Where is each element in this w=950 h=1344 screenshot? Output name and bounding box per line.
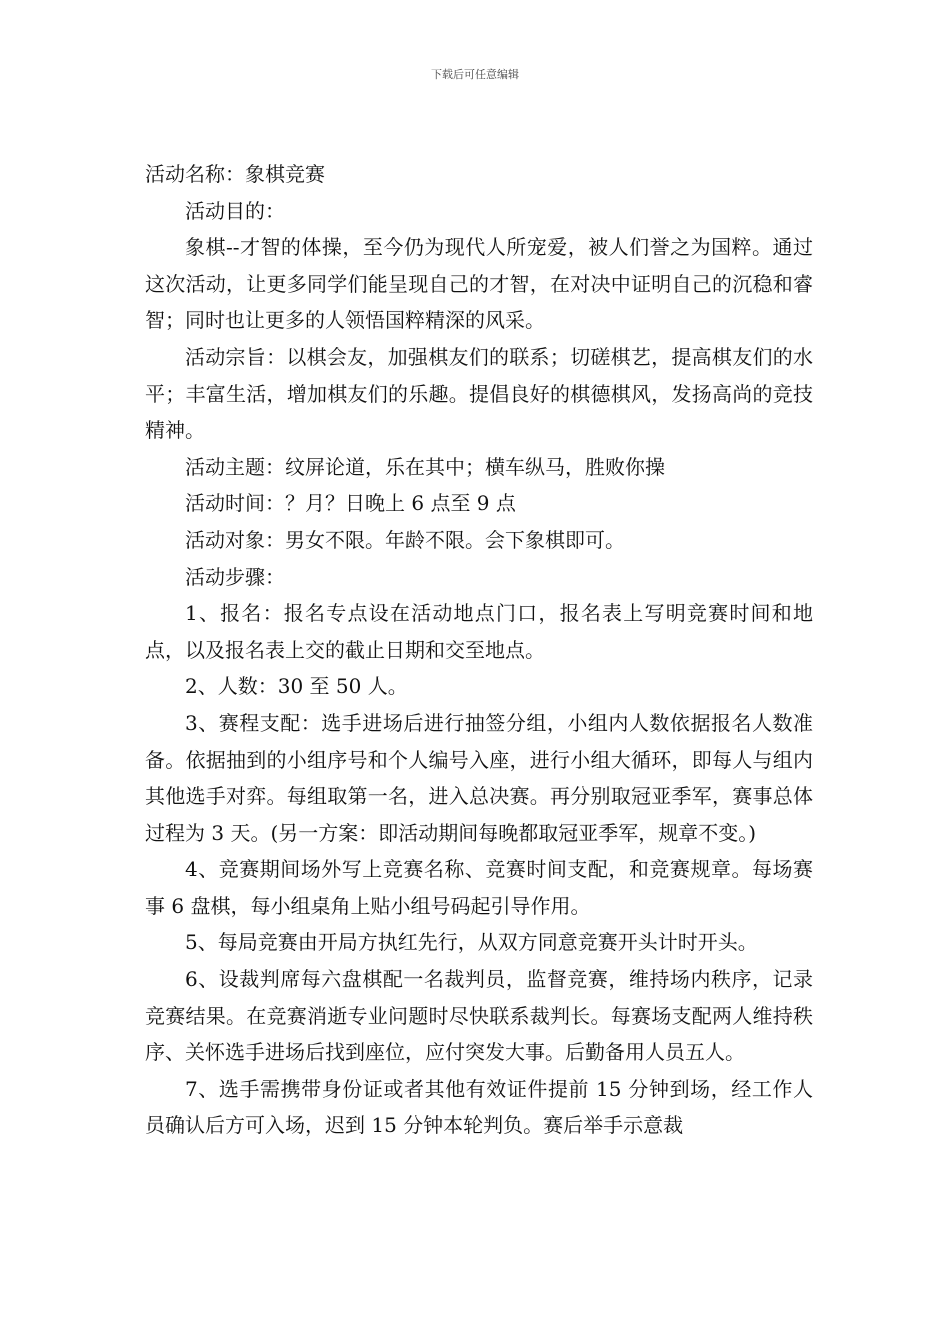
- step-4-venue-signage: 4、竞赛期间场外写上竞赛名称、竞赛时间支配，和竞赛规章。每场赛事 6 盘棋，每小组桌角上贴小组号码起引导作用。: [145, 857, 813, 918]
- document-body: [145, 156, 813, 1144]
- activity-theme: 活动主题：纹屏论道，乐在其中；横车纵马，胜败你操: [185, 454, 665, 479]
- activity-participants: 活动对象：男女不限。年龄不限。会下象棋即可。: [185, 527, 625, 552]
- activity-purpose-text: 象棋--才智的体操，至今仍为现代人所宠爱，被人们誉之为国粹。通过这次活动，让更多同学们能呈现自己的才智，在对决中证明自己的沉稳和睿智；同时也让更多的人领悟国粹精深的风采。: [145, 235, 813, 333]
- step-2-headcount: 2、人数：30 至 50 人。: [185, 674, 408, 699]
- step-7-check-in: 7、选手需携带身份证或者其他有效证件提前 15 分钟到场，经工作人员确认后方可入场，迟到 15 分钟本轮判负。赛后举手示意裁: [145, 1076, 813, 1138]
- activity-steps-heading: 活动步骤：: [185, 564, 285, 589]
- activity-time: 活动时间：？月？日晚上 6 点至 9 点: [185, 491, 516, 516]
- activity-aim: 活动宗旨：以棋会友，加强棋友们的联系；切磋棋艺，提高棋友们的水平；丰富生活，增加棋友们的乐趣。提倡良好的棋德棋风，发扬高尚的竞技精神。: [145, 344, 813, 443]
- activity-name: 活动名称：象棋竞赛: [145, 162, 325, 186]
- step-6-referees: 6、设裁判席每六盘棋配一名裁判员，监督竞赛，维持场内秩序，记录竞赛结果。在竞赛消逝专业问题时尽快联系裁判长。每赛场支配两人维持秩序、关怀选手进场后找到座位，应付突发大事。后勤备用人员五人。: [145, 967, 813, 1065]
- activity-purpose-heading: 活动目的：: [185, 198, 285, 223]
- step-1-registration: 1、报名：报名专点设在活动地点门口，报名表上写明竞赛时间和地点，以及报名表上交的截止日期和交至地点。: [145, 601, 813, 662]
- step-3-schedule: 3、赛程支配：选手进场后进行抽签分组，小组内人数依据报名人数准备。依据抽到的小组序号和个人编号入座，进行小组大循环，即每人与组内其他选手对弈。每组取第一名，进入总决赛。再分别取冠亚季军，赛事总体过程为 3 天。(另一方案：即活动期间每晚都取冠亚季军，规章不变。): [145, 710, 813, 845]
- page-header: 下载后可任意编辑: [431, 68, 519, 81]
- step-5-game-start: 5、每局竞赛由开局方执红先行，从双方同意竞赛开头计时开头。: [185, 930, 758, 955]
